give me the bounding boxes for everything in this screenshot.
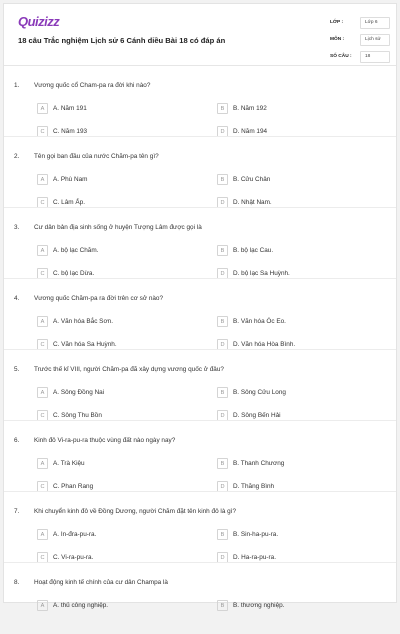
answer-option[interactable]	[37, 316, 113, 327]
option-letter-box[interactable]: A	[37, 600, 48, 611]
option-text: D. Thăng Bình	[233, 483, 275, 490]
answer-option[interactable]	[217, 458, 284, 469]
answer-option[interactable]	[37, 174, 87, 185]
answer-option[interactable]	[37, 103, 87, 114]
meta-value-count: 18	[360, 51, 390, 63]
option-letter-box[interactable]: A	[37, 529, 48, 540]
option-text: B. Cửu Chân	[233, 176, 271, 183]
option-text: C. Năm 193	[53, 128, 88, 135]
option-text: D. Sông Bến Hải	[233, 412, 281, 419]
worksheet-header	[4, 4, 396, 66]
question-number: 8.	[14, 579, 20, 586]
worksheet-page	[3, 3, 397, 609]
option-letter-box[interactable]: D	[217, 126, 228, 137]
answer-option[interactable]	[217, 600, 284, 611]
question-text: Kinh đô Vi-ra-pu-ra thuộc vùng đất nào ngày nay?	[34, 437, 176, 444]
answer-option[interactable]	[217, 174, 270, 185]
question-text: Vương quốc Chăm-pa ra đời trên cơ sở nào?	[34, 295, 164, 302]
option-letter-box[interactable]: A	[37, 316, 48, 327]
question-number: 5.	[14, 366, 20, 373]
option-text: C. Vi-ra-pu-ra.	[53, 554, 94, 561]
meta-row-grade	[330, 14, 390, 31]
option-letter-box[interactable]: B	[217, 174, 228, 185]
option-letter-box[interactable]: B	[217, 245, 228, 256]
option-text: A. In-đra-pu-ra.	[53, 531, 97, 538]
option-letter-box[interactable]: A	[37, 103, 48, 114]
option-letter-box[interactable]: C	[37, 410, 48, 421]
option-letter-box[interactable]: B	[217, 316, 228, 327]
option-letter-box[interactable]: B	[217, 529, 228, 540]
question-item	[4, 563, 396, 634]
option-letter-box[interactable]: C	[37, 481, 48, 492]
answer-option[interactable]	[37, 458, 85, 469]
question-number: 2.	[14, 153, 20, 160]
option-letter-box[interactable]: D	[217, 410, 228, 421]
option-text: A. Trà Kiệu	[53, 460, 85, 467]
option-text: D. Ha-ra-pu-ra.	[233, 554, 276, 561]
question-item	[4, 208, 396, 279]
option-letter-box[interactable]: C	[37, 268, 48, 279]
option-text: C. bộ lạc Dừa.	[53, 270, 95, 277]
option-text: D. Nhật Nam.	[233, 199, 272, 206]
option-text: D. Năm 194	[233, 128, 268, 135]
question-number: 6.	[14, 437, 20, 444]
meta-value-grade: Lớp 6	[360, 17, 390, 29]
meta-row-count	[330, 48, 390, 65]
answer-option[interactable]	[37, 387, 104, 398]
meta-label: LỚP :	[330, 20, 344, 25]
answer-option[interactable]	[37, 245, 98, 256]
question-text: Hoạt động kinh tế chính của cư dân Champa là	[34, 579, 168, 586]
meta-label: MÔN :	[330, 37, 345, 42]
option-letter-box[interactable]: C	[37, 197, 48, 208]
quizizz-logo[interactable]: Quizizz	[18, 14, 60, 29]
answer-option[interactable]	[217, 529, 278, 540]
option-text: D. bộ lạc Sa Huỳnh.	[233, 270, 290, 277]
option-letter-box[interactable]: D	[217, 481, 228, 492]
option-text: A. Phù Nam	[53, 176, 88, 183]
question-number: 3.	[14, 224, 20, 231]
option-text: A. Sông Đồng Nai	[53, 389, 105, 396]
answer-option[interactable]	[217, 245, 273, 256]
question-item	[4, 137, 396, 208]
option-text: B. Thanh Chương	[233, 460, 285, 467]
option-text: B. Năm 192	[233, 105, 267, 112]
meta-value-subject: Lịch sử	[360, 34, 390, 46]
meta-row-subject	[330, 31, 390, 48]
option-text: C. Lâm Ấp.	[53, 199, 85, 206]
option-text: C. Văn hóa Sa Huỳnh.	[53, 341, 117, 348]
question-item	[4, 279, 396, 350]
question-text: Khi chuyển kinh đô về Đồng Dương, người Chăm đặt tên kinh đô là gì?	[34, 508, 237, 515]
option-letter-box[interactable]: C	[37, 126, 48, 137]
question-item	[4, 66, 396, 137]
option-letter-box[interactable]: A	[37, 174, 48, 185]
question-item	[4, 492, 396, 563]
option-letter-box[interactable]: B	[217, 387, 228, 398]
option-letter-box[interactable]: D	[217, 197, 228, 208]
option-letter-box[interactable]: C	[37, 339, 48, 350]
option-letter-box[interactable]: B	[217, 103, 228, 114]
option-letter-box[interactable]: A	[37, 245, 48, 256]
option-text: A. Năm 191	[53, 105, 87, 112]
option-letter-box[interactable]: B	[217, 458, 228, 469]
option-letter-box[interactable]: D	[217, 268, 228, 279]
option-letter-box[interactable]: A	[37, 387, 48, 398]
option-text: B. Văn hóa Óc Eo.	[233, 318, 286, 325]
option-text: A. thủ công nghiệp.	[53, 602, 109, 609]
option-letter-box[interactable]: D	[217, 552, 228, 563]
option-text: C. Phan Rang	[53, 483, 94, 490]
question-text: Cư dân bản địa sinh sống ở huyện Tượng Lâm được gọi là	[34, 224, 202, 231]
option-letter-box[interactable]: B	[217, 600, 228, 611]
answer-option[interactable]	[217, 316, 286, 327]
option-letter-box[interactable]: D	[217, 339, 228, 350]
answer-option[interactable]	[217, 387, 286, 398]
option-text: B. bộ lạc Cau.	[233, 247, 274, 254]
answer-option[interactable]	[37, 529, 96, 540]
question-number: 4.	[14, 295, 20, 302]
option-text: B. Sin-ha-pu-ra.	[233, 531, 279, 538]
answer-option[interactable]	[37, 600, 108, 611]
worksheet-title: 18 câu Trắc nghiệm Lịch sử 6 Cánh diều Bài 18 có đáp án	[18, 36, 226, 45]
meta-label: SỐ CÂU :	[330, 54, 352, 59]
question-number: 7.	[14, 508, 20, 515]
meta-panel	[330, 14, 390, 65]
question-item	[4, 421, 396, 492]
question-text: Tên gọi ban đầu của nước Chăm-pa tên gì?	[34, 153, 159, 160]
question-item	[4, 350, 396, 421]
answer-option[interactable]	[217, 103, 267, 114]
question-number: 1.	[14, 82, 20, 89]
option-text: A. Văn hóa Bắc Sơn.	[53, 318, 113, 325]
question-text: Vương quốc cổ Cham-pa ra đời khi nào?	[34, 82, 151, 89]
option-text: A. bộ lạc Chăm.	[53, 247, 99, 254]
option-text: B. Sông Cửu Long	[233, 389, 286, 396]
option-letter-box[interactable]: A	[37, 458, 48, 469]
option-letter-box[interactable]: C	[37, 552, 48, 563]
question-text: Trước thế kỉ VIII, người Chăm-pa đã xây dựng vương quốc ở đâu?	[34, 366, 224, 373]
option-text: D. Văn hóa Hòa Bình.	[233, 341, 296, 348]
option-text: C. Sông Thu Bồn	[53, 412, 102, 419]
question-list	[4, 66, 396, 634]
option-text: B. thương nghiệp.	[233, 602, 285, 609]
